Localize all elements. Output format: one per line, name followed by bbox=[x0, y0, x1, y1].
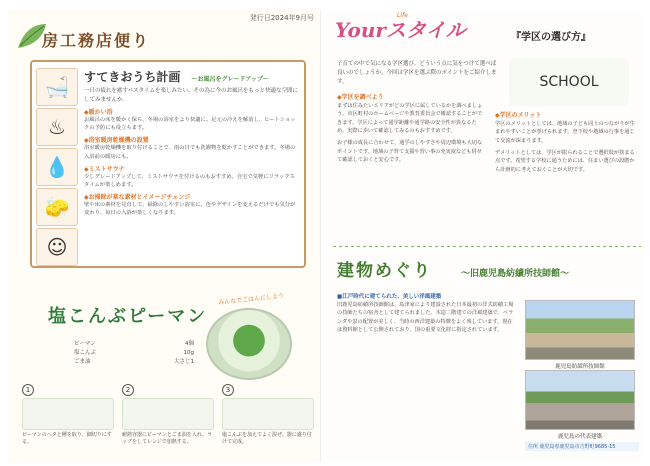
bm-subtitle: ～旧鹿児島紡績所技師館～ bbox=[461, 269, 570, 279]
ingredient-name: 塩こんぶ bbox=[74, 349, 97, 356]
ys-life-tag: Life bbox=[397, 12, 408, 19]
mist-illustration-icon: 💧 bbox=[36, 148, 78, 186]
ys-section-heading: ◆学区を調べよう bbox=[337, 94, 384, 101]
ingredients-list bbox=[74, 340, 194, 366]
ingredient-name: ごま油 bbox=[74, 358, 91, 365]
ys-logo: Yourスタイル bbox=[335, 18, 466, 42]
building-photo bbox=[525, 300, 635, 360]
photo-caption: 鹿児島の代表建築 bbox=[557, 434, 602, 440]
bm-lead: ■江戸時代に建てられた、美しい洋風建築 bbox=[337, 294, 442, 300]
ingredient-row bbox=[74, 349, 194, 358]
plan-item-heading: ◆浴室暖房乾燥機の設置 bbox=[84, 137, 149, 145]
step-text: ピーマンのヘタと種を取り、細切りにする。 bbox=[22, 432, 112, 445]
bm-title: 建物めぐり bbox=[337, 261, 432, 281]
plan-item-text: 浴室暖房乾燥機を取り付けることで、雨の日でも洗濯物を乾かすことができます。冬場の入浴前の暖房にも。 bbox=[84, 145, 296, 160]
plan-intro: 一日の疲れを癒すバスタイムを楽しみたい、その為に今のお風呂をもっと快適な空間にしてみませんか。 bbox=[84, 88, 298, 103]
left-page bbox=[8, 10, 321, 462]
dish-photo bbox=[206, 308, 292, 380]
recipe-steps bbox=[22, 384, 314, 450]
your-life-style-header bbox=[335, 14, 635, 54]
plan-subtitle: ～お風呂をグレードアップ～ bbox=[191, 76, 269, 83]
ingredient-qty: 大さじ1 bbox=[174, 358, 194, 365]
photo-caption: 鹿児島紡績所技師館 bbox=[555, 364, 605, 370]
building-photo bbox=[525, 370, 635, 430]
ys-intro: 子育ての中で気になる学区選び。どういう点に気をつけて選べば良いのでしょうか。今回は学区を選ぶ際のポイントをご紹介します。 bbox=[337, 61, 497, 85]
cleaning-illustration-icon: 🧽 bbox=[36, 188, 78, 226]
recipe-note: みんなでごはんにしよう bbox=[217, 292, 285, 307]
ys-section-heading: ◆学区のメリット bbox=[495, 112, 542, 119]
plan-title: すてきおうち計画 bbox=[84, 70, 181, 84]
masthead-title: 房工務店便り bbox=[42, 30, 151, 50]
plan-item-heading: ◆ミストサウナ bbox=[84, 165, 125, 173]
right-page bbox=[327, 10, 645, 462]
step-number: 2 bbox=[122, 384, 134, 396]
ys-right-column bbox=[495, 110, 637, 174]
masthead bbox=[42, 26, 222, 52]
plan-item-text: 壁や床の素材を見直して、掃除のしやすい浴室に。色やデザインを変えるだけでも気分が変わり、毎日の入浴が楽しくなります。 bbox=[84, 202, 296, 217]
building-tour-header bbox=[337, 256, 641, 290]
bm-text: 旧鹿児島紡績所技師館は、島津家により建設された日本最初の洋式紡績工場の技師たちの宿舎として建てられました。木造二階建ての洋風建築で、ベランダや窓の配置が美しく、当時の西洋建築の特徴をよく残しています。現在は資料館として公開されており、国の重要文化財に指定されています。 bbox=[337, 302, 514, 333]
ys-section-text: まずは住みたいエリアがどの学区に属しているかを調べましょう。市区町村のホームページや教育委員会で確認することができます。学区によって通学距離や通学路の安全性が異なるため、実際に歩いて確認してみるのもおすすめです。 bbox=[337, 103, 483, 134]
address-note: 住所 鹿児島県鹿児島市吉野町9685-15 bbox=[525, 442, 639, 451]
plan-item-text: お風呂の床を暖かく保ち、冬場の浴室をより快適に。足元の冷えを解消し、ヒートショックの予防にも役立ちます。 bbox=[84, 117, 296, 132]
ys-section-text: デメリットとしては、学区が限られることで選択肢が狭まる点です。希望する学校に通うためには、住まい選びの段階から計画的に考えておくことが大切です。 bbox=[495, 149, 635, 173]
ingredient-row bbox=[74, 340, 194, 349]
ingredient-name: ピーマン bbox=[74, 341, 96, 347]
section-divider bbox=[333, 246, 641, 247]
step-text: 耐熱容器にピーマンとごま油を入れ、ラップをしてレンジで加熱する。 bbox=[122, 432, 213, 445]
bm-body bbox=[337, 292, 517, 334]
ys-section-text: 学区のメリットとしては、地域の子ども同士のつながりが生まれやすいことが挙げられます。登下校や地域の行事を通じて交流が深まります。 bbox=[495, 121, 635, 144]
plan-item-heading: ◆お掃除が楽な素材とイメージチェンジ bbox=[84, 194, 191, 202]
home-plan-content bbox=[84, 66, 298, 262]
recipe-step bbox=[122, 384, 214, 450]
school-illustration-icon: SCHOOL bbox=[509, 58, 629, 106]
recipe-title: 塩こんぶピーマン bbox=[48, 306, 208, 327]
recipe-step bbox=[222, 384, 314, 450]
bath-illustration-icon: 🛁 bbox=[36, 68, 78, 106]
step-illustration bbox=[222, 398, 314, 430]
issue-date: 発行日2024年9月号 bbox=[249, 14, 314, 22]
heater-illustration-icon: ♨ bbox=[36, 108, 78, 146]
home-plan-box bbox=[30, 60, 306, 268]
recipe-step bbox=[22, 384, 114, 450]
ingredient-qty: 10g bbox=[183, 349, 194, 356]
relax-illustration-icon: ☺ bbox=[36, 228, 78, 266]
ys-section-text: お子様の成長に合わせて、通学のしやすさや周辺環境も大切なポイントです。地域の子育て支援や習い事の充実度なども併せて確認しておくと安心です。 bbox=[337, 140, 483, 163]
step-number: 1 bbox=[22, 384, 34, 396]
plan-item-heading: ◆暖かい浴 bbox=[84, 109, 113, 117]
step-number: 3 bbox=[222, 384, 234, 396]
step-text: 塩こんぶを加えてよく混ぜ、器に盛り付けて完成。 bbox=[222, 432, 312, 445]
ys-subtitle: 『学区の選び方』 bbox=[511, 32, 591, 43]
step-illustration bbox=[122, 398, 214, 430]
illustration-column bbox=[36, 68, 78, 264]
ys-left-column bbox=[337, 92, 485, 164]
step-illustration bbox=[22, 398, 114, 430]
plan-item-text: 少しグレードアップして、ミストサウナを付けるのもおすすめ。自宅で気軽にリラックスタイムが楽しめます。 bbox=[84, 173, 295, 189]
ingredient-row bbox=[74, 358, 194, 367]
ingredient-qty: 4個 bbox=[185, 341, 194, 347]
